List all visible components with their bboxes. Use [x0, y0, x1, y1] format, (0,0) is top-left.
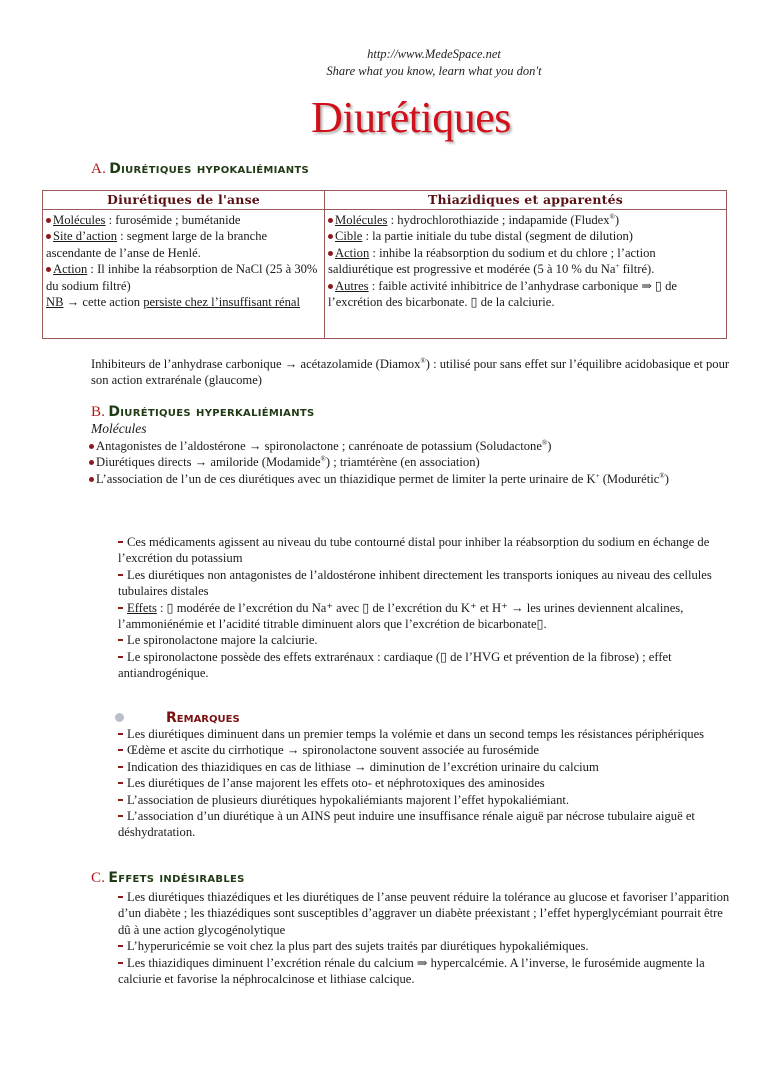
dash-icon — [118, 782, 123, 784]
superscript: ® — [420, 356, 426, 365]
item-label: Cible — [335, 229, 363, 244]
item-text: : faible activité inhibitrice de l’anhydrase carbonique ⇒ ▯ de l’excrétion des bicarbonate. ▯ de la calciurie. — [328, 278, 677, 310]
item-text: L’association d’un diurétique à un AINS peut induire une insuffisance rénale aiguë par nécrose tubulaire aiguë et déshydratation. — [118, 809, 695, 840]
item-text: L’association de plusieurs diurétiques hypokaliémiants majorent l’effet hypokaliémiant. — [127, 792, 570, 807]
list-item — [46, 228, 321, 261]
dash-icon — [118, 962, 123, 964]
list-item — [46, 261, 321, 294]
item-text: Œdème et ascite du cirrhotique → spironolactone souvent associée au furosémide — [127, 743, 539, 758]
item-text: Les diurétiques non antagonistes de l’aldostérone inhibent directement les transports ioniques au niveau des cellules tubulaires distales — [118, 567, 712, 599]
item-text: filtré). — [619, 262, 655, 277]
item-label: Action — [53, 262, 88, 277]
item-text: : Il inhibe la réabsorption de NaCl (25 à 30% du sodium filtré) — [46, 262, 318, 293]
list-item — [118, 649, 730, 682]
list-item — [118, 955, 734, 988]
mechanism-list — [118, 534, 730, 682]
item-text: Antagonistes de l’aldostérone → spironolactone ; canrénoate de potassium (Soludactone — [96, 439, 542, 453]
section-c-letter: C. — [91, 870, 106, 886]
carbonic-anhydrase-paragraph — [91, 356, 731, 389]
section-a-heading — [91, 161, 309, 178]
nb-note — [46, 294, 321, 310]
list-item — [328, 278, 723, 311]
section-b-title: Diurétiques hyperkaliémiants — [108, 404, 315, 420]
dash-icon — [118, 639, 123, 641]
section-a-letter: A. — [91, 161, 107, 177]
bullet-icon — [328, 284, 333, 289]
list-item — [118, 534, 730, 567]
item-label: Molécules — [53, 213, 106, 227]
item-label: Molécules — [335, 213, 388, 227]
dash-icon — [118, 656, 123, 658]
list-item — [89, 454, 729, 470]
item-text: ) — [664, 471, 669, 486]
list-item — [89, 438, 729, 454]
item-text: Indication des thiazidiques en cas de lithiase → diminution de l’excrétion urinaire du calcium — [127, 759, 599, 774]
item-text: ) ; triamtérène (en association) — [325, 455, 480, 470]
item-label: Site d’action — [53, 229, 118, 244]
item-text: : inhibe la réabsorption du sodium et du chlore ; l’action saldiurétique est progressive et modérée (5 à 10 % du Na — [328, 245, 656, 277]
paragraph-text: ) : utilisé pour sans effet sur l’équilibre acidobasique et pour son action extrarénale (glaucome) — [91, 357, 730, 388]
superscript: + — [595, 471, 600, 480]
item-text: Ces médicaments agissent au niveau du tube contourné distal pour inhiber la réabsorption du sodium en échange de l’excrétion du potassium — [118, 535, 710, 566]
bullet-icon — [89, 444, 94, 449]
molecules-subheading: Molécules — [91, 421, 147, 436]
nb-label: NB — [46, 295, 64, 310]
item-label: Autres — [335, 278, 369, 293]
item-label: Action — [335, 245, 370, 260]
dash-icon — [118, 766, 123, 768]
list-item — [118, 632, 730, 648]
list-item — [328, 228, 723, 244]
superscript: + — [615, 262, 620, 271]
dash-icon — [118, 945, 123, 947]
list-item — [118, 726, 730, 742]
header-tagline: Share what you know, learn what you don't — [326, 64, 542, 78]
column-heading: Diurétiques de l'anse — [43, 191, 324, 210]
header-url: http://www.MedeSpace.net — [367, 47, 501, 61]
column-heading: Thiazidiques et apparentés — [325, 191, 726, 210]
paragraph-text: Inhibiteurs de l’anhydrase carbonique → acétazolamide (Diamox — [91, 357, 421, 371]
item-text: (Modurétic — [599, 471, 660, 486]
bullet-icon — [46, 234, 51, 239]
list-item — [118, 889, 734, 938]
bullet-icon — [328, 218, 333, 223]
section-c-heading — [91, 870, 245, 887]
superscript: ® — [541, 438, 548, 447]
item-text: ) — [614, 213, 620, 227]
item-label: Effets — [127, 600, 157, 615]
comparison-table — [42, 190, 727, 339]
item-text: Les diurétiques thiazédiques et les diurétiques de l’anse peuvent réduire la tolérance au glucose et favoriser l’apparition d’un diabète ; les thiazédiques sont susceptibles d’aggraver un diabète préexistant ; l’effet hyperglycémiant pourrait être dû à une action glycogénolytique — [118, 890, 730, 937]
item-text: : segment large de la branche ascendante de l’anse de Henlé. — [46, 229, 268, 260]
list-item — [118, 742, 730, 758]
dash-icon — [118, 896, 123, 898]
list-item — [118, 775, 730, 791]
bullet-icon — [46, 267, 51, 272]
column-body — [325, 210, 726, 310]
dash-icon — [118, 607, 123, 609]
item-text: Les diurétiques diminuent dans un premier temps la volémie et dans un second temps les résistances périphériques — [127, 727, 705, 741]
section-b-letter: B. — [91, 404, 106, 420]
item-text: Les diurétiques de l’anse majorent les effets oto- et néphrotoxiques des aminosides — [127, 776, 545, 791]
table-column-thiazides — [325, 191, 726, 338]
remarques-list — [118, 726, 730, 841]
dash-icon — [118, 733, 123, 735]
item-text: Le spironolactone majore la calciurie. — [127, 633, 318, 648]
remarques-heading — [115, 710, 240, 726]
bullet-icon — [328, 251, 333, 256]
circle-bullet-icon — [115, 713, 124, 722]
item-text: L’hyperuricémie se voit chez la plus part des sujets traités par diurétiques hypokaliémiques. — [127, 939, 589, 954]
list-item — [118, 759, 730, 775]
list-item — [118, 808, 730, 841]
item-text: : furosémide ; bumétanide — [105, 213, 241, 227]
list-item — [118, 567, 730, 600]
section-b-heading — [91, 404, 315, 421]
list-item — [328, 212, 723, 228]
table-column-loop-diuretics — [43, 191, 325, 338]
dash-icon — [118, 815, 123, 817]
list-item — [328, 245, 723, 278]
bullet-icon — [89, 460, 94, 465]
list-item — [46, 212, 321, 228]
dash-icon — [118, 749, 123, 751]
remarques-title: Remarques — [166, 710, 240, 726]
dash-icon — [118, 541, 123, 543]
item-text: ) — [547, 439, 552, 453]
item-text: Le spironolactone possède des effets extrarénaux : cardiaque (▯ de l’HVG et prévention de la fibrose) ; effet antiandrogénique. — [118, 649, 672, 681]
superscript: ® — [659, 471, 665, 480]
dash-icon — [118, 799, 123, 801]
item-text: Diurétiques directs → amiloride (Modamide — [96, 455, 321, 470]
item-text: : ▯ modérée de l’excrétion du Na⁺ avec ▯ de l’excrétion du K⁺ et H⁺ → les urines deviennent alcalines, l’ammoniénémie et l’acidité titrable diminuent alors que l’excrétion de bicarbonate▯. — [118, 600, 684, 632]
nb-text: → cette action — [63, 295, 144, 310]
item-text: L’association de l’un de ces diurétiques avec un thiazidique permet de limiter la perte urinaire de K — [96, 471, 596, 486]
list-item — [89, 471, 729, 487]
item-text: : la partie initiale du tube distal (segment de dilution) — [362, 229, 633, 244]
dash-icon — [118, 574, 123, 576]
superscript: ® — [320, 455, 326, 464]
list-item — [118, 600, 730, 633]
nb-emphasis: persiste chez l’insuffisant rénal — [143, 295, 301, 310]
item-text: : hydrochlorothiazide ; indapamide (Fludex — [387, 213, 610, 227]
page-title: Diurétiques — [311, 93, 511, 142]
section-c-title: Effets indésirables — [108, 870, 245, 886]
superscript: ® — [609, 212, 615, 221]
bullet-icon — [46, 218, 51, 223]
bullet-icon — [328, 234, 333, 239]
molecules-list — [89, 438, 729, 487]
section-a-title: Diurétiques hypokaliémiants — [109, 161, 310, 177]
side-effects-list — [118, 889, 734, 987]
bullet-icon — [89, 477, 94, 482]
item-text: Les thiazidiques diminuent l’excrétion rénale du calcium ⇒ hypercalcémie. A l’inverse, le furosémide augmente la calciurie et favorise la néphrocalcinose et lithiase calcique. — [118, 955, 705, 987]
column-body — [43, 210, 324, 310]
list-item — [118, 938, 734, 954]
list-item — [118, 792, 730, 808]
